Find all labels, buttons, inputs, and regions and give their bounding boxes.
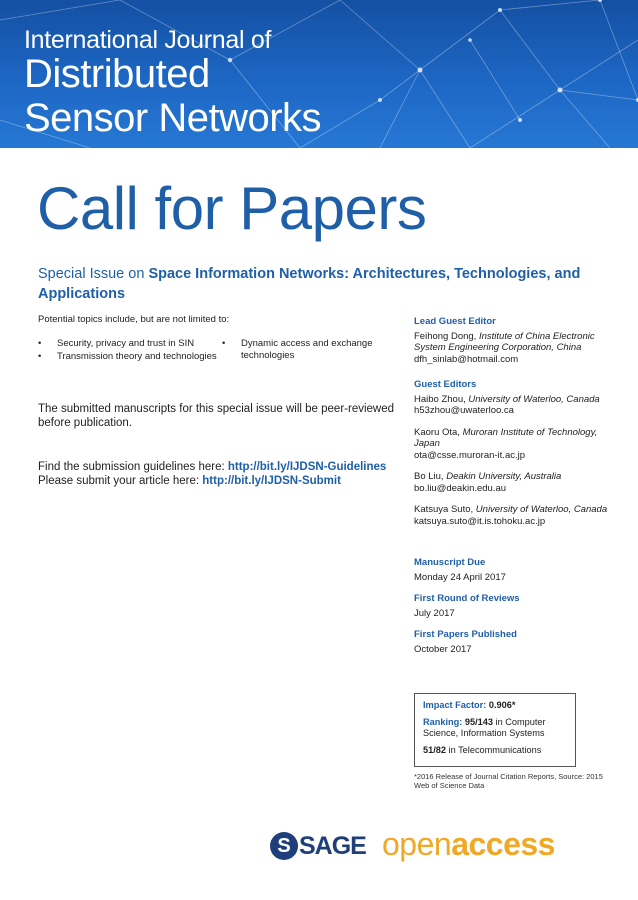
impact-label: Impact Factor: [423, 700, 489, 710]
impact-factor-box [414, 693, 576, 767]
list-item [414, 427, 610, 462]
lead-editor-entry [414, 331, 624, 354]
editor-affiliation: Deakin University, Australia [446, 471, 562, 482]
date-heading: Manuscript Due [414, 557, 486, 568]
editor-affiliation: University of Waterloo, Canada [475, 504, 608, 515]
journal-title-line3: Sensor Networks [24, 96, 322, 140]
ranking1-value: 95/143 [464, 716, 493, 727]
oa-open: open [382, 826, 452, 862]
editor-name: Haibo Zhou, [414, 393, 469, 405]
sage-mark: S [270, 832, 298, 860]
date-value: Monday 24 April 2017 [414, 571, 506, 583]
date-value: July 2017 [414, 607, 455, 619]
list-item: • Transmission theory and technologies [38, 351, 218, 363]
date-value: October 2017 [414, 643, 472, 655]
editor-email[interactable]: dfh_sinlab@hotmail.com [414, 353, 519, 365]
editor-affiliation: Institute of China Electronic System Engineering Corporation, China [414, 330, 595, 353]
date-entry [414, 629, 624, 655]
dates-block [414, 557, 624, 655]
list-item: • Dynamic access and exchange technologies [222, 338, 392, 361]
editor-name: Katsuya Suto, [414, 504, 476, 515]
topics-list-col1 [38, 338, 218, 363]
editor-affiliation: Muroran Institute of Technology, Japan [414, 426, 598, 449]
peer-review-note: The submitted manuscripts for this special issue will be peer-reviewed before publication. [38, 403, 395, 429]
editor-email[interactable]: bo.liu@deakin.edu.au [414, 482, 507, 494]
impact-footnote: *2016 Release of Journal Citation Reports, Source: 2015 Web of Science Data [414, 772, 603, 790]
editor-name: Feihong Dong, [414, 330, 479, 342]
editor-name: Kaoru Ota, [414, 426, 463, 438]
ranking2-value: 51/82 [423, 744, 446, 755]
oa-access: access [451, 826, 555, 862]
open-access-logo [382, 826, 555, 863]
ranking1-field: in Computer Science, Information Systems [423, 716, 546, 738]
page-title: Call for Papers [37, 175, 427, 242]
journal-title-line1: International Journal of [24, 26, 272, 54]
submission-info [38, 460, 418, 488]
lead-editor-heading: Lead Guest Editor [414, 316, 496, 327]
list-item [414, 394, 624, 417]
ranking-label: Ranking: [423, 716, 465, 727]
topics-intro: Potential topics include, but are not limited to: [38, 314, 230, 325]
submit-link[interactable]: http://bit.ly/IJDSN-Submit [202, 475, 341, 487]
list-item [414, 504, 624, 527]
list-item [414, 471, 624, 494]
topics-list-col2 [222, 338, 392, 362]
list-item: • Security, privacy and trust in SIN [38, 338, 218, 350]
special-issue-heading [38, 264, 608, 304]
guidelines-label: Find the submission guidelines here: [38, 461, 228, 473]
guidelines-link[interactable]: http://bit.ly/IJDSN-Guidelines [227, 461, 387, 473]
editor-affiliation: University of Waterloo, Canada [468, 393, 600, 405]
date-heading: First Papers Published [414, 629, 517, 640]
impact-value: 0.906* [488, 700, 516, 710]
ranking2-field: in Telecommunications [446, 744, 542, 755]
submit-label: Please submit your article here: [38, 475, 203, 487]
date-heading: First Round of Reviews [414, 593, 520, 604]
guest-editors-heading: Guest Editors [414, 379, 477, 390]
special-issue-name: Space Information Networks: Architectures, Technologies, and Applications [38, 266, 581, 302]
sage-wordmark: SAGE [299, 831, 366, 860]
editor-name: Bo Liu, [414, 471, 447, 482]
sage-logo [270, 828, 366, 864]
journal-title-line2: Distributed [24, 52, 210, 96]
lead-editor-block [414, 316, 624, 365]
special-issue-prefix: Special Issue on [38, 266, 149, 282]
date-entry [414, 557, 624, 583]
guest-editors-block [414, 379, 624, 527]
journal-header [0, 0, 638, 148]
editor-email[interactable]: h53zhou@uwaterloo.ca [414, 405, 514, 416]
editor-email[interactable]: ota@csse.muroran-it.ac.jp [414, 449, 526, 461]
date-entry [414, 593, 624, 619]
editor-email[interactable]: katsuya.suto@it.is.tohoku.ac.jp [414, 515, 546, 527]
